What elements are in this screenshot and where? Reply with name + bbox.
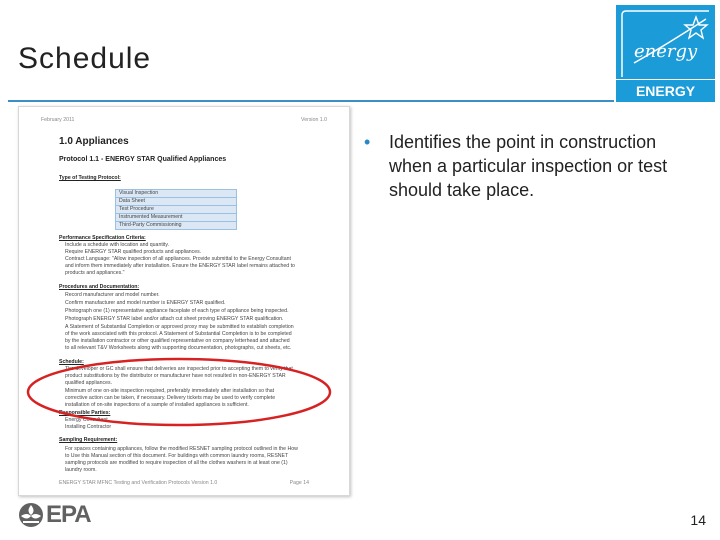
doc-line: Confirm manufacturer and model number is ENERGY STAR qualified. (65, 300, 226, 306)
testing-type-row: Test Procedure (116, 206, 237, 214)
doc-line: Photograph ENERGY STAR label and/or attach cut sheet proving ENERGY STAR qualification. (65, 316, 284, 322)
testing-type-table (115, 189, 237, 230)
doc-parties-label: Responsible Parties: (59, 410, 111, 416)
doc-footer-page: Page 14 (289, 480, 309, 487)
testing-type-row: Instrumented Measurement (116, 214, 237, 222)
energy-star-wordmark: ENERGY STAR (616, 79, 715, 102)
document-thumbnail (18, 106, 350, 496)
doc-line: For spaces containing appliances, follow the modified RESNET sampling protocol outlined in the How (65, 446, 298, 452)
epa-logo (18, 500, 91, 530)
doc-line: Contract Language: "Allow inspection of all appliances. Provide submittal to the Energy Consultant (65, 256, 291, 262)
doc-header-date: February 2011 (41, 117, 75, 123)
doc-line: qualified appliances. (65, 380, 113, 386)
doc-line: laundry room. (65, 467, 97, 473)
doc-line: and inform them immediately after installation. Ensure the ENERGY STAR label remains attached to (65, 263, 295, 269)
doc-perf-label: Performance Specification Criteria: (59, 235, 146, 241)
doc-footer-title: ENERGY STAR MFNC Testing and Verification Protocols Version 1.0 (59, 480, 218, 487)
energy-star-logo (616, 5, 715, 121)
doc-protocol-title: Protocol 1.1 - ENERGY STAR Qualified Appliances (59, 156, 227, 163)
testing-type-row: Visual Inspection (116, 190, 237, 198)
doc-line: Include a schedule with location and quantity. (65, 242, 170, 248)
doc-line: Photograph one (1) representative appliance faceplate of each type of appliance being inspected. (65, 308, 289, 314)
bullet-marker: • (364, 132, 371, 152)
testing-type-row: Data Sheet (116, 198, 237, 206)
doc-line: corrective action can be taken, if necessary. Delivery tickets may be used to verify complete (65, 395, 276, 401)
slide-title: Schedule (18, 42, 152, 75)
bullet-point (364, 130, 674, 202)
doc-line: Energy Consultant (65, 417, 108, 423)
highlight-oval (23, 355, 335, 429)
doc-line: to Use this Manual section of this document. For buildings with common laundry rooms, RESNET (65, 453, 289, 459)
doc-sampling-label: Sampling Requirement: (59, 437, 118, 443)
doc-line: products and appliances." (65, 270, 125, 276)
doc-line: The developer or GC shall ensure that deliveries are inspected prior to accepting them to verify that (65, 366, 293, 372)
energy-star-icon (616, 5, 715, 83)
doc-line: product substitutions by the distributor or manufacturer have not resulted in non-ENERGY STAR (65, 373, 286, 379)
doc-line: A Statement of Substantial Completion or approved proxy may be submitted to establish completion (65, 324, 294, 330)
doc-line: of the work associated with this protocol. A Statement of Substantial Completion is to be completed (65, 331, 292, 337)
epa-wordmark: EPA (46, 501, 91, 528)
bullet-text: Identifies the point in construction when a particular inspection or test should take place. (389, 132, 668, 200)
doc-proc-label: Procedures and Documentation: (59, 284, 140, 290)
doc-line: sampling protocols are modified to require inspection of all the clothes washers in at least one (1) (65, 460, 288, 466)
doc-header-version: Version 1.0 (301, 117, 327, 123)
doc-line: by the installation contractor or other qualified representative on company letterhead and attached (65, 338, 290, 344)
doc-line: Minimum of one on-site inspection required, preferably immediately after installation so that (65, 388, 275, 394)
doc-line: installation of on-site inspections of a sample of installed appliances is sufficient. (65, 402, 249, 408)
testing-type-row: Third-Party Commissioning (116, 222, 237, 230)
doc-header (41, 117, 327, 124)
title-divider (8, 100, 614, 102)
doc-line: Record manufacturer and model number. (65, 292, 160, 298)
epa-flower-icon (18, 502, 44, 528)
doc-line: Require ENERGY STAR qualified products and appliances. (65, 249, 202, 255)
doc-line: to all relevant T&V Worksheets along with supporting documentation, photographs, cut sheets, etc. (65, 345, 292, 351)
doc-schedule-label: Schedule: (59, 359, 84, 365)
page-number: 14 (690, 512, 706, 528)
doc-footer (59, 480, 309, 487)
energy-script-text: energy (634, 41, 698, 62)
doc-testing-label: Type of Testing Protocol: (59, 175, 121, 181)
doc-heading: 1.0 Appliances (59, 136, 129, 147)
doc-line: Installing Contractor (65, 424, 112, 430)
